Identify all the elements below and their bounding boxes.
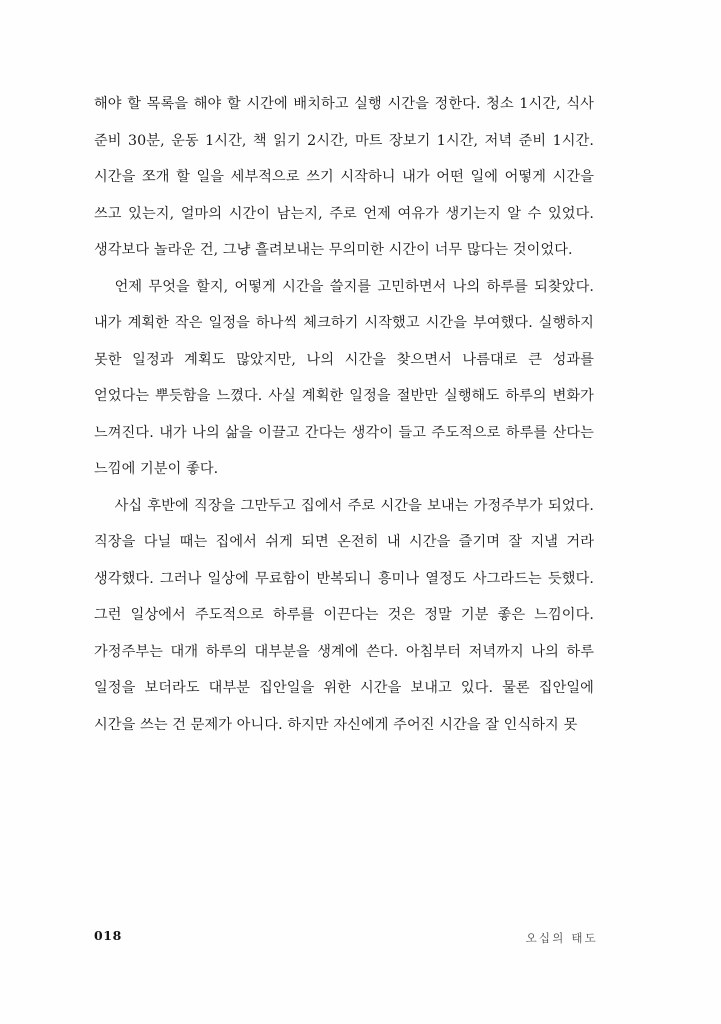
paragraph-3: 사십 후반에 직장을 그만두고 집에서 주로 시간을 보내는 가정주부가 되었다. 직장을 다닐 때는 집에서 쉬게 되면 온전히 내 시간을 즐기며 잘 지낼 거라 생각했다. 그러나 일상에 무료함이 반복되니 흥미나 열정도 사그라드는 듯했다. 그런 일상에서 주도적으로 하루를 이끈다는 것은 정말 기분 좋은 느낌이다. 가정주부는 대개 하루의 대부분을 생계에 쓴다. 아침부터 저녁까지 나의 하루 일정을 보더라도 대부분 집안일을 위한 시간을 보내고 있다. 물론 집안일에 시간을 쓰는 건 문제가 아니다. 하지만 자신에게 주어진 시간을 잘 인식하지 못 — [94, 497, 594, 733]
running-head-title: 오십의 태도 — [525, 931, 598, 945]
page-footer — [94, 928, 598, 948]
body-text-column — [94, 86, 594, 743]
paragraph-2: 언제 무엇을 할지, 어떻게 시간을 쓸지를 고민하면서 나의 하루를 되찾았다. 내가 계획한 작은 일정을 하나씩 체크하기 시작했고 시간을 부여했다. 실행하지 못한 일정과 계획도 많았지만, 나의 시간을 찾으면서 나름대로 큰 성과를 얻었다는 뿌듯함을 느꼈다. 사실 계획한 일정을 절반만 실행해도 하루의 변화가 느껴진다. 내가 나의 삶을 이끌고 간다는 생각이 들고 주도적으로 하루를 산다는 느낌에 기분이 좋다. — [94, 278, 594, 477]
paragraph-1: 해야 할 목록을 해야 할 시간에 배치하고 실행 시간을 정한다. 청소 1시간, 식사 준비 30분, 운동 1시간, 책 읽기 2시간, 마트 장보기 1시간, 저녁 준비 1시간. 시간을 쪼개 할 일을 세부적으로 쓰기 시작하니 내가 어떤 일에 어떻게 시간을 쓰고 있는지, 얼마의 시간이 남는지, 주로 언제 여유가 생기는지 알 수 있었다. 생각보다 놀라운 건, 그냥 흘려보내는 무의미한 시간이 너무 많다는 것이었다. — [94, 96, 594, 258]
page-number: 018 — [94, 928, 122, 943]
